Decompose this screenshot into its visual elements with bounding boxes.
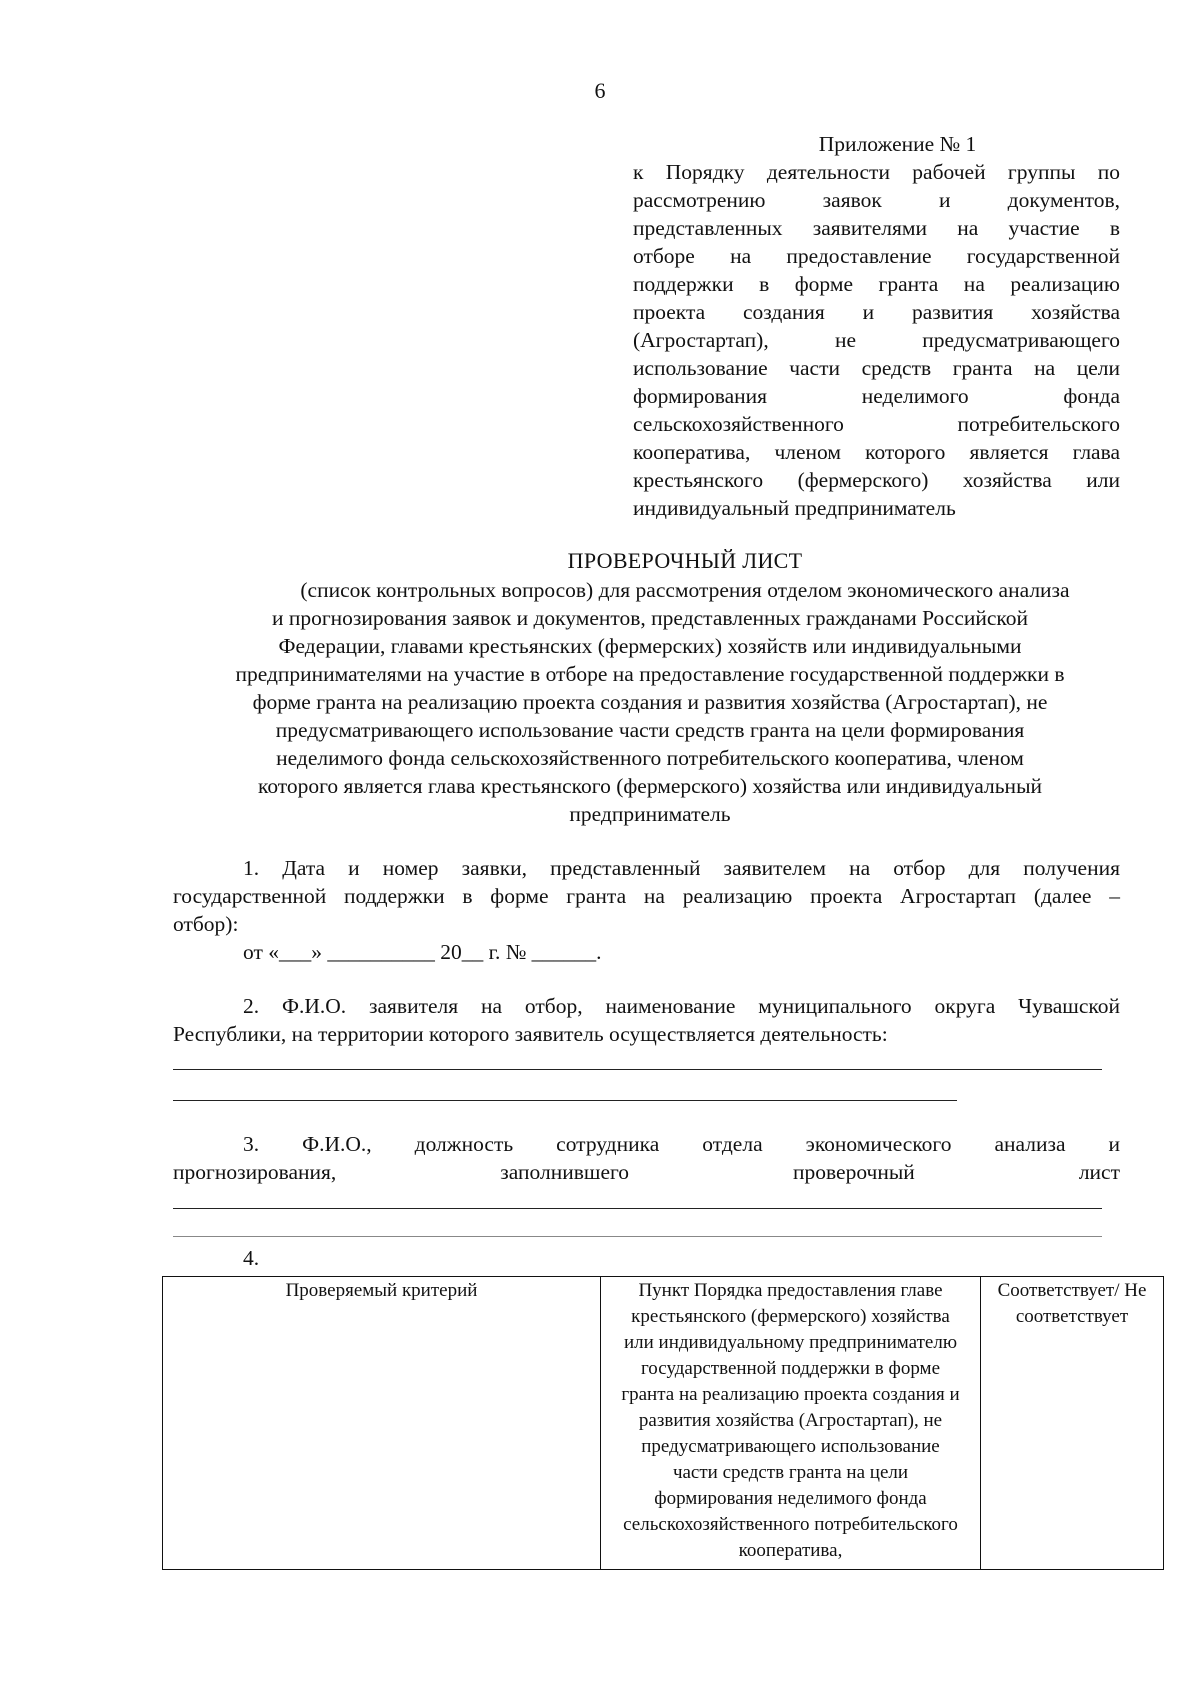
item-3-line: прогнозирования, заполнившего проверочный лист <box>173 1160 1120 1184</box>
appendix-line: представленных заявителями на участие в <box>633 216 1120 240</box>
item-4-label: 4. <box>243 1246 260 1270</box>
appendix-title: Приложение № 1 <box>818 132 977 156</box>
item-2 <box>173 992 1120 1048</box>
appendix-line: крестьянского (фермерского) хозяйства или <box>633 468 1120 492</box>
subtitle-line: которого является глава крестьянского (фермерского) хозяйства или индивидуальный <box>257 774 1043 798</box>
item-1-line: государственной поддержки в форме гранта на реализацию проекта Агростартап (далее – <box>173 884 1120 908</box>
item-2-line: 2. Ф.И.О. заявителя на отбор, наименование муниципального округа Чувашской <box>243 994 1120 1018</box>
appendix-line: сельскохозяйственного потребительского <box>633 412 1120 436</box>
fill-line <box>173 1100 957 1101</box>
item-1 <box>173 854 1120 966</box>
checklist-subtitle <box>170 576 1130 828</box>
checklist-title: ПРОВЕРОЧНЫЙ ЛИСТ <box>567 548 803 573</box>
appendix-line: использование части средств гранта на цели <box>633 356 1120 380</box>
item-1-line: 1. Дата и номер заявки, представленный заявителем на отбор для получения <box>243 856 1120 880</box>
appendix-line: индивидуальный предприниматель <box>633 496 956 520</box>
criteria-table <box>162 1276 1164 1570</box>
fill-line <box>173 1208 1102 1209</box>
subtitle-line: Федерации, главами крестьянских (фермерских) хозяйств или индивидуальными <box>278 634 1022 658</box>
appendix-line: к Порядку деятельности рабочей группы по <box>633 160 1120 184</box>
table-header-row <box>163 1277 1164 1570</box>
subtitle-line: неделимого фонда сельскохозяйственного потребительского кооператива, членом <box>276 746 1024 770</box>
subtitle-line: предприниматель <box>569 802 731 826</box>
appendix-line: проекта создания и развития хозяйства <box>633 300 1120 324</box>
fill-line <box>173 1236 1102 1237</box>
appendix-line: рассмотрению заявок и документов, <box>633 188 1120 212</box>
appendix-line: формирования неделимого фонда <box>633 384 1120 408</box>
subtitle-line: (список контрольных вопросов) для рассмотрения отделом экономического анализа <box>300 578 1070 602</box>
header-compliance: Соответствует/ Не соответствует <box>981 1277 1164 1570</box>
appendix-line: поддержки в форме гранта на реализацию <box>633 272 1120 296</box>
appendix-line: кооператива, членом которого является глава <box>633 440 1120 464</box>
subtitle-line: форме гранта на реализацию проекта создания и развития хозяйства (Агростартап), не <box>252 690 1048 714</box>
subtitle-line: предпринимателями на участие в отборе на предоставление государственной поддержки в <box>235 662 1065 686</box>
appendix-line: отборе на предоставление государственной <box>633 244 1120 268</box>
appendix-block <box>633 130 1120 522</box>
page-number: 6 <box>594 78 606 103</box>
item-2-line: Республики, на территории которого заявитель осуществляется деятельность: <box>173 1022 888 1046</box>
fill-line <box>173 1069 1102 1070</box>
header-procedure-clause: Пункт Порядка предоставления главе крестьянского (фермерского) хозяйства или индивидуальному предпринимателю государственной поддержки в форме гранта на реализацию проекта создания и развития хозяйства (Агростартап), не предусматривающего использование части средств гранта на цели формирования неделимого фонда сельскохозяйственного потребительского кооператива, <box>601 1277 981 1570</box>
item-3-line: 3. Ф.И.О., должность сотрудника отдела экономического анализа и <box>243 1132 1120 1156</box>
item-1-line: отбор): <box>173 912 239 936</box>
date-number-blank: от «___» __________ 20__ г. № ______. <box>243 940 602 964</box>
subtitle-line: и прогнозирования заявок и документов, представленных гражданами Российской <box>271 606 1029 630</box>
item-4 <box>173 1244 1120 1272</box>
header-criterion: Проверяемый критерий <box>163 1277 601 1570</box>
subtitle-line: предусматривающего использование части средств гранта на цели формирования <box>275 718 1025 742</box>
appendix-line: (Агростартап), не предусматривающего <box>633 328 1120 352</box>
item-3 <box>173 1130 1120 1186</box>
